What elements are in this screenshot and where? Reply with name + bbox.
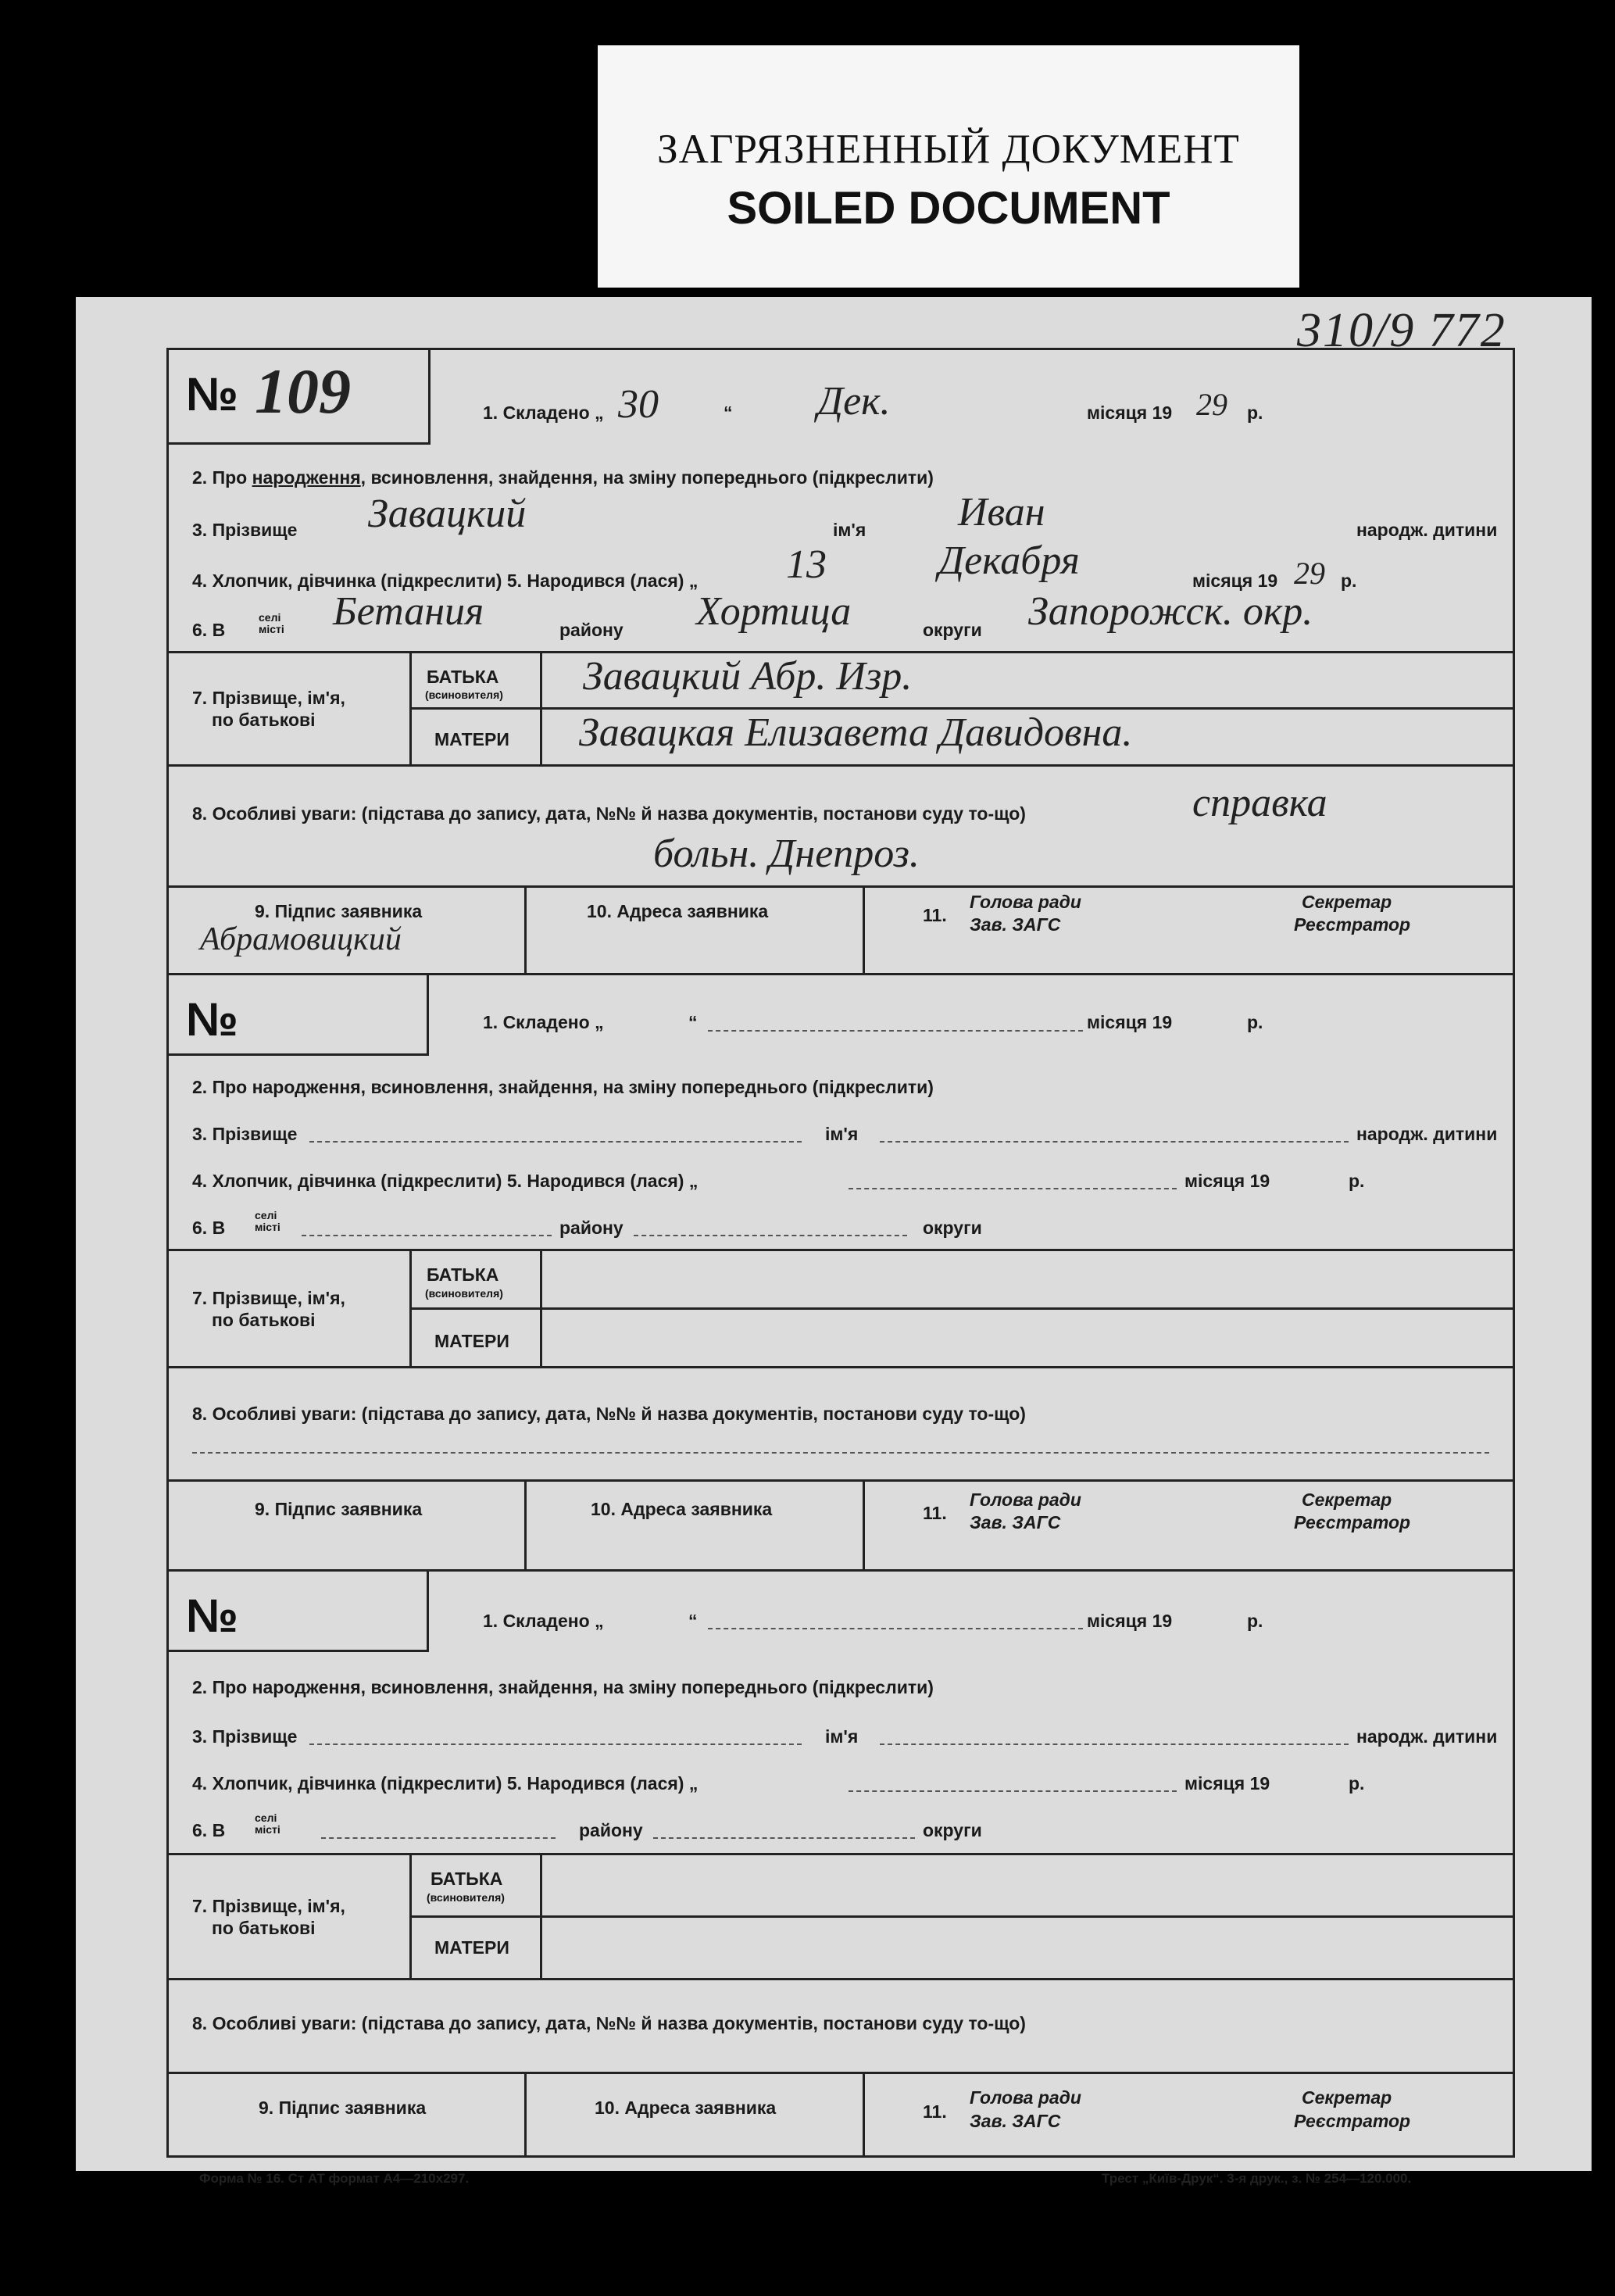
village-label: селі — [255, 1811, 277, 1824]
line-7b: по батькові — [212, 1310, 316, 1330]
number-sign: № — [186, 993, 238, 1046]
divider — [409, 1915, 1513, 1918]
blank-line — [302, 1235, 552, 1236]
father-label: БАТЬКА — [427, 667, 499, 687]
okrug-label: округи — [923, 1820, 982, 1840]
birth-year: 29 — [1294, 556, 1325, 591]
divider — [169, 764, 1513, 767]
line-2: 2. Про народження, всиновлення, знайдення, на зміну попереднього (підкреслити) — [192, 467, 934, 488]
town-label: місті — [255, 1823, 280, 1836]
blank-line — [309, 1141, 802, 1143]
district-label: району — [579, 1820, 643, 1840]
quote-mark: “ — [688, 1611, 698, 1631]
notes-value-2: больн. Днепроз. — [653, 831, 920, 876]
surname-label: 3. Прізвище — [192, 1124, 298, 1144]
record-number: 109 — [255, 356, 351, 427]
secretary-label: Секретар — [1302, 892, 1392, 912]
divider — [863, 885, 865, 973]
line-8: 8. Особливі уваги: (підстава до запису, дата, №№ й назва документів, постанови суду то-що) — [192, 2013, 1026, 2033]
divider — [169, 1479, 1513, 1482]
secretary-label: Секретар — [1302, 2087, 1392, 2108]
blank-line — [708, 1628, 1083, 1629]
line-7a: 7. Прізвище, ім'я, — [192, 1896, 345, 1916]
line-7b: по батькові — [212, 1918, 316, 1938]
blank-line — [880, 1141, 1349, 1143]
line-6: 6. В — [192, 1218, 226, 1238]
blank-line — [653, 1837, 915, 1839]
head-label: Голова ради — [970, 892, 1081, 912]
birth-underlined: народження — [252, 467, 361, 488]
record-number-box — [169, 350, 431, 445]
n11-label: 11. — [923, 1503, 947, 1523]
line-2: 2. Про народження, всиновлення, знайдення, на зміну попереднього (підкреслити) — [192, 1677, 934, 1697]
district-label: району — [559, 620, 623, 640]
divider — [169, 1249, 1513, 1251]
town-label: місті — [255, 1221, 280, 1233]
line-4: 4. Хлопчик, дівчинка (підкреслити) 5. Народився (лася) „ — [192, 1171, 699, 1191]
mother-label: МАТЕРИ — [434, 1937, 509, 1958]
head-label: Голова ради — [970, 2087, 1081, 2108]
birth-month-label: місяця 19 — [1184, 1773, 1270, 1794]
surname-label: 3. Прізвище — [192, 520, 298, 540]
quote-mark: “ — [724, 402, 733, 423]
secretary-label: Секретар — [1302, 1490, 1392, 1510]
birth-year-suffix: р. — [1349, 1171, 1365, 1191]
village-label: селі — [255, 1209, 277, 1221]
n11-label: 11. — [923, 2101, 947, 2122]
mother-label: МАТЕРИ — [434, 729, 509, 749]
village-town — [255, 1210, 280, 1233]
line-7a: 7. Прізвище, ім'я, — [192, 1288, 345, 1308]
composed-day: 30 — [618, 382, 659, 427]
addr10-label: 10. Адреса заявника — [595, 2098, 777, 2118]
village-label: селі — [259, 611, 281, 624]
notes-value-1: справка — [1192, 781, 1327, 825]
line-7a: 7. Прізвище, ім'я, — [192, 688, 345, 708]
month-label: місяця 19 — [1087, 1611, 1173, 1631]
year-suffix: р. — [1247, 1611, 1263, 1631]
composed-label: 1. Складено „ — [483, 402, 604, 423]
addr10-label: 10. Адреса заявника — [587, 901, 769, 921]
okrug-value: Запорожск. окр. — [1028, 589, 1313, 634]
addr10-label: 10. Адреса заявника — [591, 1499, 773, 1519]
birth-month-label: місяця 19 — [1192, 570, 1278, 591]
place-value: Бетания — [333, 589, 484, 634]
month-label: місяця 19 — [1087, 402, 1173, 423]
divider — [524, 1479, 527, 1569]
birth-month: Декабря — [938, 538, 1080, 583]
blank-line — [708, 1030, 1083, 1032]
registrar-label: Реєстратор — [1294, 2111, 1411, 2131]
name-value: Иван — [958, 490, 1045, 535]
village-town — [255, 1812, 280, 1836]
record-number-box — [169, 975, 429, 1056]
adopter-label: (всиновителя) — [427, 1891, 505, 1904]
name-label: ім'я — [833, 520, 866, 540]
form-sheet — [166, 348, 1515, 2158]
divider — [169, 1978, 1513, 1980]
record-2 — [169, 975, 1513, 1572]
father-label: БАТЬКА — [431, 1869, 503, 1889]
blank-line — [634, 1235, 907, 1236]
line-6: 6. В — [192, 1820, 226, 1840]
blank-line — [880, 1743, 1349, 1745]
line-2: 2. Про народження, всиновлення, знайдення, на зміну попереднього (підкреслити) — [192, 1077, 934, 1097]
zags-label: Зав. ЗАГС — [970, 1512, 1061, 1532]
birth-year-suffix: р. — [1341, 570, 1357, 591]
notice-line-en: SOILED DOCUMENT — [727, 183, 1170, 234]
applicant-signature: Абрамовицкий — [200, 921, 402, 957]
birth-year-suffix: р. — [1349, 1773, 1365, 1794]
blank-line — [849, 1790, 1177, 1792]
composed-month: Дек. — [817, 379, 891, 424]
month-label: місяця 19 — [1087, 1012, 1173, 1032]
blank-line — [192, 1452, 1489, 1454]
blank-line — [849, 1188, 1177, 1189]
okrug-label: округи — [923, 1218, 982, 1238]
line-8: 8. Особливі уваги: (підстава до запису, дата, №№ й назва документів, постанови суду то-що) — [192, 803, 1026, 824]
divider — [863, 2072, 865, 2155]
sig9-label: 9. Підпис заявника — [255, 901, 423, 921]
zags-label: Зав. ЗАГС — [970, 914, 1061, 935]
head-label: Голова ради — [970, 1490, 1081, 1510]
birth-day: 13 — [786, 542, 827, 587]
line-4: 4. Хлопчик, дівчинка (підкреслити) 5. Народився (лася) „ — [192, 1773, 699, 1794]
of-child-label: народж. дитини — [1356, 520, 1498, 540]
adopter-label: (всиновителя) — [425, 1287, 503, 1300]
record-3 — [169, 1572, 1513, 2155]
father-label: БАТЬКА — [427, 1264, 499, 1285]
divider — [169, 1853, 1513, 1855]
district-label: району — [559, 1218, 623, 1238]
line-8: 8. Особливі уваги: (підстава до запису, дата, №№ й назва документів, постанови суду то-що) — [192, 1404, 1026, 1424]
soiled-document-label — [598, 45, 1299, 288]
of-child-label: народж. дитини — [1356, 1124, 1498, 1144]
n11-label: 11. — [923, 905, 947, 925]
line-7b: по батькові — [212, 710, 316, 730]
notice-line-ru: ЗАГРЯЗНЕННЫЙ ДОКУМЕНТ — [657, 127, 1240, 172]
composed-label: 1. Складено „ — [483, 1012, 604, 1032]
footer-right: Трест „Київ-Друк“. 3-я друк., з. № 254—120.000. — [1102, 2171, 1412, 2186]
divider — [169, 2072, 1513, 2074]
registrar-label: Реєстратор — [1294, 1512, 1411, 1532]
town-label: місті — [259, 623, 284, 635]
number-sign: № — [186, 368, 238, 420]
year-suffix: р. — [1247, 1012, 1263, 1032]
divider — [409, 1307, 1513, 1310]
sig9-label: 9. Підпис заявника — [259, 2098, 427, 2118]
record-1 — [169, 350, 1513, 975]
footer-left: Форма № 16. Ст АТ формат А4—210х297. — [199, 2171, 470, 2186]
blank-line — [309, 1743, 802, 1745]
divider — [524, 2072, 527, 2155]
mother-label: МАТЕРИ — [434, 1331, 509, 1351]
blank-line — [321, 1837, 556, 1839]
okrug-label: округи — [923, 620, 982, 640]
line-4: 4. Хлопчик, дівчинка (підкреслити) 5. Народився (лася) „ — [192, 570, 699, 591]
of-child-label: народж. дитини — [1356, 1726, 1498, 1747]
divider — [169, 1366, 1513, 1368]
divider — [169, 885, 1513, 888]
father-value: Завацкий Абр. Изр. — [583, 654, 913, 699]
sig9-label: 9. Підпис заявника — [255, 1499, 423, 1519]
zags-label: Зав. ЗАГС — [970, 2111, 1061, 2131]
line-6: 6. В — [192, 620, 226, 640]
birth-month-label: місяця 19 — [1184, 1171, 1270, 1191]
district-value: Хортица — [696, 589, 852, 634]
composed-year: 29 — [1196, 387, 1227, 422]
registrar-label: Реєстратор — [1294, 914, 1411, 935]
composed-label: 1. Складено „ — [483, 1611, 604, 1631]
archive-number: 310/9 772 — [1297, 304, 1506, 357]
adopter-label: (всиновителя) — [425, 688, 503, 701]
mother-value: Завацкая Елизавета Давидовна. — [579, 710, 1133, 755]
surname-label: 3. Прізвище — [192, 1726, 298, 1747]
year-suffix: р. — [1247, 402, 1263, 423]
name-label: ім'я — [825, 1726, 859, 1747]
divider — [524, 885, 527, 973]
surname-value: Завацкий — [368, 492, 527, 536]
number-sign: № — [186, 1590, 238, 1642]
divider — [863, 1479, 865, 1569]
name-label: ім'я — [825, 1124, 859, 1144]
record-number-box — [169, 1572, 429, 1652]
village-town — [259, 612, 284, 635]
quote-mark: “ — [688, 1012, 698, 1032]
